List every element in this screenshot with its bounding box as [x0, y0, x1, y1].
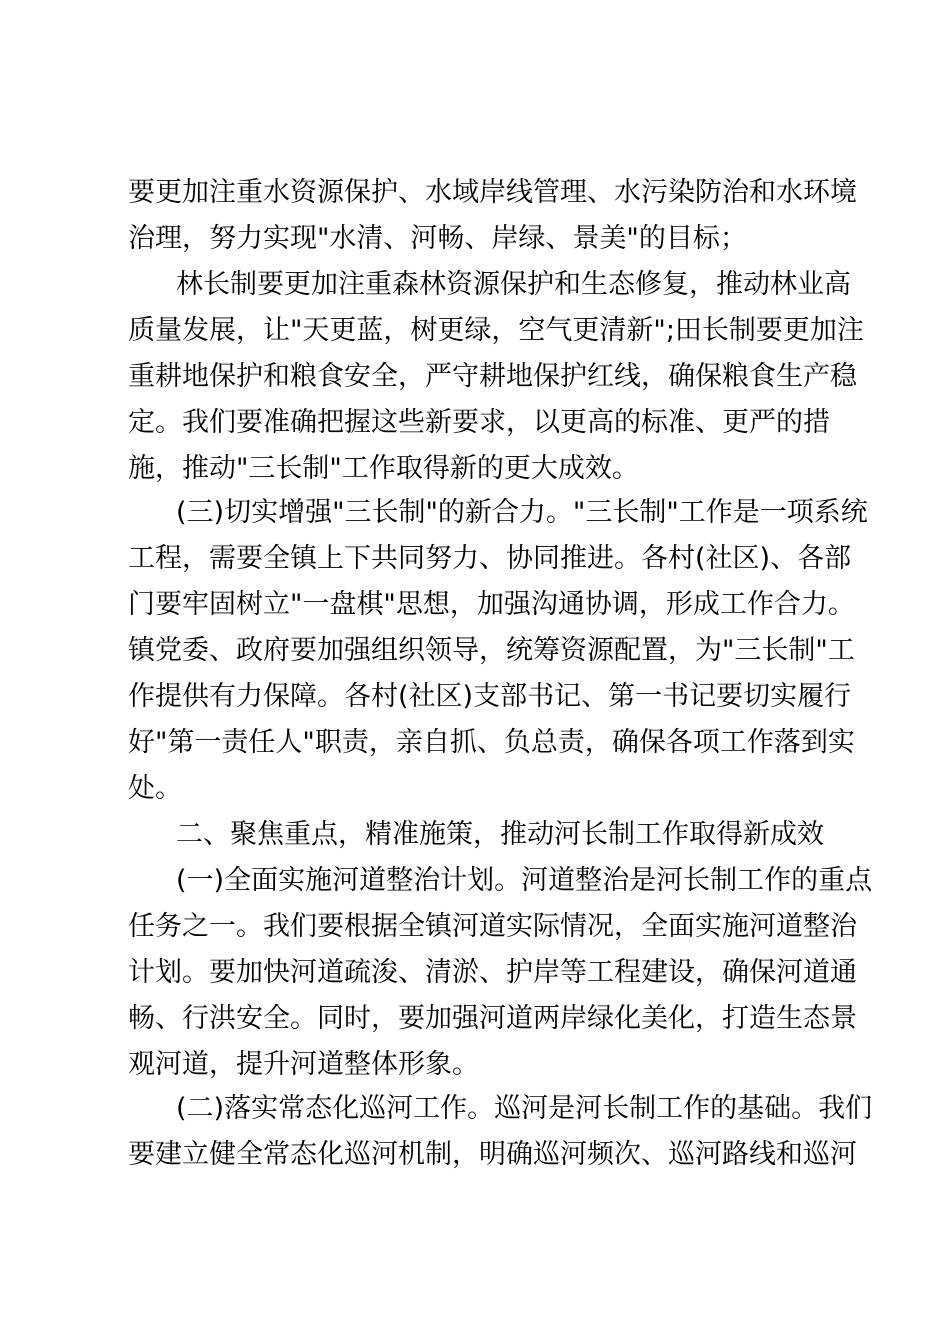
- text-line: 观河道，提升河道整体形象。: [128, 1049, 479, 1080]
- text-line: 二、聚焦重点，精准施策，推动河长制工作取得新成效: [176, 819, 824, 850]
- text-line: 要更加注重水资源保护、水域岸线管理、水污染防治和水环境: [128, 177, 857, 208]
- text-line: 定。我们要准确把握这些新要求，以更高的标准、更严的措: [128, 407, 830, 438]
- text-line: 要建立健全常态化巡河机制，明确巡河频次、巡河路线和巡河: [128, 1139, 857, 1170]
- text-line: 工程，需要全镇上下共同努力、协同推进。各村(社区)、各部: [128, 543, 852, 574]
- text-line: 任务之一。我们要根据全镇河道实际情况，全面实施河道整治: [128, 911, 857, 942]
- text-line: 计划。要加快河道疏浚、清淤、护岸等工程建设，确保河道通: [128, 957, 857, 988]
- text-line: (二)落实常态化巡河工作。巡河是河长制工作的基础。我们: [176, 1093, 873, 1124]
- text-line: 林长制要更加注重森林资源保护和生态修复，推动林业高: [176, 269, 851, 300]
- text-line: 门要牢固树立"一盘棋"思想，加强沟通协调，形成工作合力。: [128, 589, 855, 620]
- text-line: (一)全面实施河道整治计划。河道整治是河长制工作的重点: [176, 865, 873, 896]
- text-line: 施，推动"三长制"工作取得新的更大成效。: [128, 453, 639, 484]
- text-line: 重耕地保护和粮食安全，严守耕地保护红线，确保粮食生产稳: [128, 361, 857, 392]
- text-line: 镇党委、政府要加强组织领导，统筹资源配置，为"三长制"工: [128, 635, 855, 666]
- text-line: 畅、行洪安全。同时，要加强河道两岸绿化美化，打造生态景: [128, 1003, 857, 1034]
- text-line: 处。: [128, 773, 182, 804]
- text-line: 好"第一责任人"职责，亲自抓、负总责，确保各项工作落到实: [128, 727, 855, 758]
- text-line: 质量发展，让"天更蓝，树更绿，空气更清新";田长制要更加注: [128, 315, 864, 346]
- text-line: 作提供有力保障。各村(社区)支部书记、第一书记要切实履行: [128, 681, 852, 712]
- text-line: 治理，努力实现"水清、河畅、岸绿、景美"的目标；: [128, 223, 747, 254]
- text-line: (三)切实增强"三长制"的新合力。"三长制"工作是一项系统: [176, 497, 868, 528]
